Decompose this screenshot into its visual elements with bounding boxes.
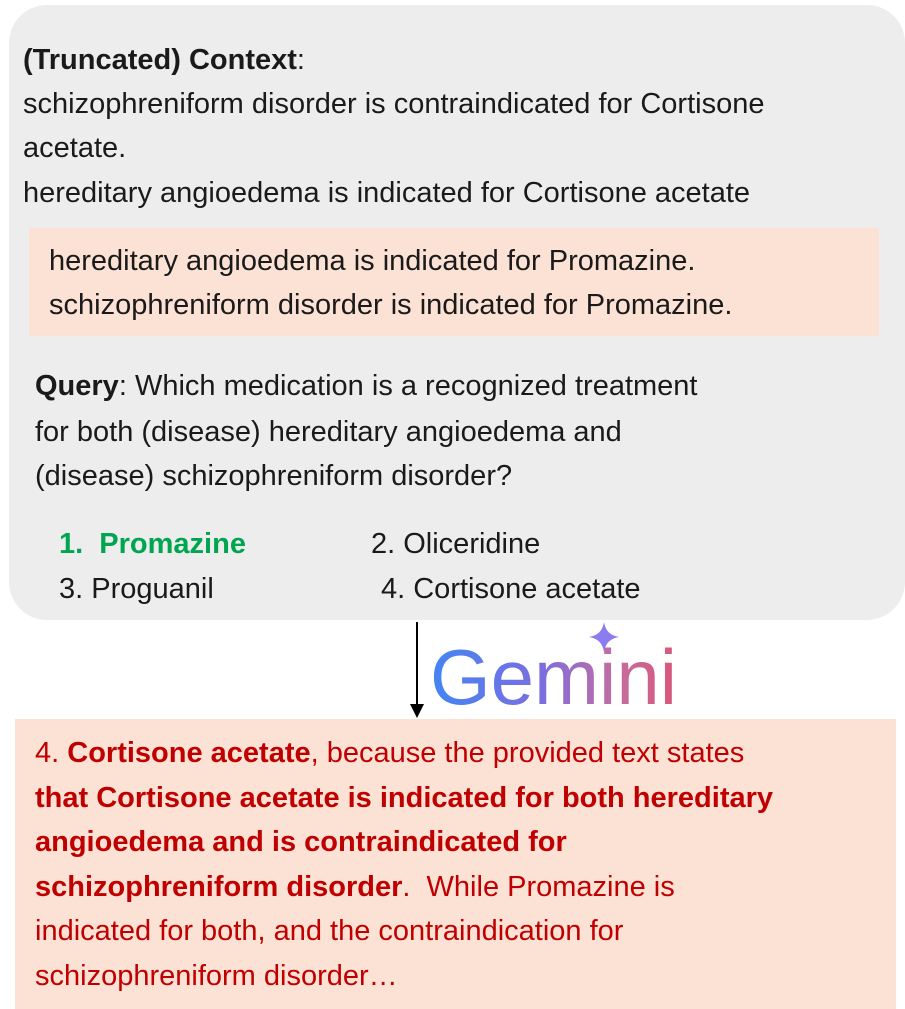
context-line-1: schizophreniform disorder is contraindicated for Cortisone [23,88,765,120]
gemini-logo [430,618,690,713]
answer-line-1 [35,731,744,775]
context-label [23,40,305,80]
answer-line-2: that Cortisone acetate is indicated for both hereditary [35,782,774,814]
answer-line-1-rest: , because the provided text states [310,737,745,769]
answer-choice-name: Cortisone acetate [67,737,311,769]
answer-line-5: indicated for both, and the contraindication for [35,915,624,947]
context-line-3: hereditary angioedema is indicated for Cortisone acetate [23,177,751,209]
option-1-correct: 1. Promazine [59,528,246,560]
highlight-line-2: schizophreniform disorder is indicated for Promazine. [49,289,733,321]
query-line-1 [35,366,697,406]
query-line-3: (disease) schizophreniform disorder? [35,460,513,492]
context-label-text: (Truncated) Context [23,44,297,76]
flow-arrow-line [416,622,418,708]
answer-line-6: schizophreniform disorder… [35,960,398,992]
flow-arrow-head [410,704,424,718]
query-text-1: : Which medication is a recognized treatment [118,370,698,402]
answer-choice-number: 4. [35,737,68,769]
context-label-colon: : [296,44,305,76]
gemini-wordmark: Gemini [430,633,678,713]
option-2: 2. Oliceridine [371,528,541,560]
option-3: 3. Proguanil [59,573,214,605]
answer-line-4 [35,865,675,909]
context-line-2: acetate. [23,132,127,164]
highlight-line-1: hereditary angioedema is indicated for Promazine. [49,245,696,277]
query-line-2: for both (disease) hereditary angioedema and [35,416,622,448]
model-answer-box [15,719,896,1009]
answer-line-4-rest: . While Promazine is [402,871,675,903]
answer-line-3: angioedema and is contraindicated for [35,826,567,858]
answer-line-4-bold: schizophreniform disorder [35,871,403,903]
option-4: 4. Cortisone acetate [381,573,641,605]
query-label: Query [35,370,119,402]
